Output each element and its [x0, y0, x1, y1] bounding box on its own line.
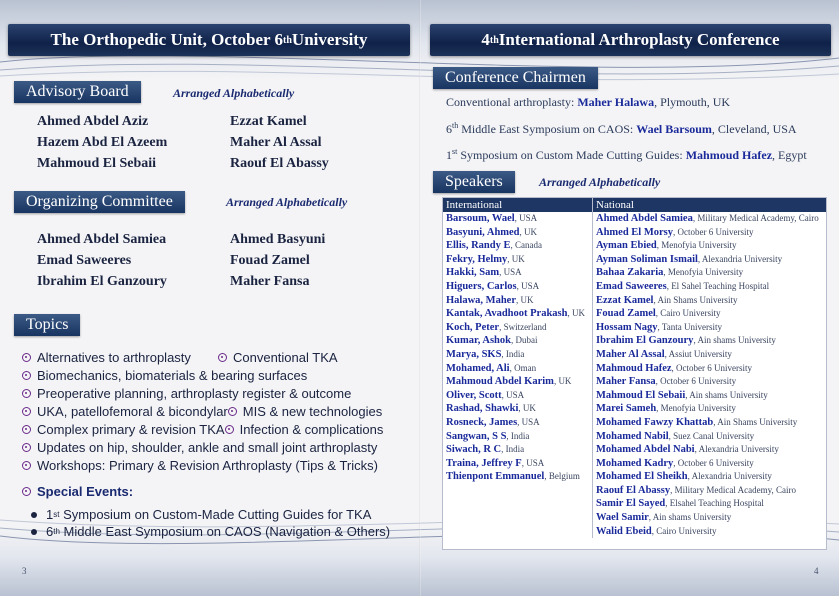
left-banner-sup: th	[283, 34, 292, 46]
speaker-row	[443, 321, 592, 335]
speaker-name: Raouf El Abassy	[596, 484, 671, 496]
speaker-affiliation: , Ain shams University	[693, 335, 776, 346]
topics-heading: Topics	[14, 314, 80, 336]
speaker-name: Walid Ebeid	[596, 525, 652, 537]
speaker-affiliation: , India	[506, 430, 530, 441]
topic-item: Conventional TKA	[233, 349, 338, 365]
topic-bullet-icon	[22, 389, 31, 398]
organizing-committee-heading: Organizing Committee	[14, 191, 185, 213]
speaker-affiliation: , October 6 University	[673, 226, 754, 237]
speaker-affiliation: , Ain shams University	[685, 389, 768, 400]
speaker-affiliation: , UK	[518, 403, 536, 414]
chairman-number: 6	[446, 122, 452, 136]
speaker-row	[443, 266, 592, 280]
left-page-banner	[8, 24, 410, 56]
speaker-name: Traina, Jeffrey F	[446, 457, 522, 469]
topic-bullet-icon	[228, 407, 237, 416]
speaker-name: Kantak, Avadhoot Prakash	[446, 308, 568, 320]
speaker-affiliation: , October 6 University	[655, 376, 737, 387]
topic-bullet-icon	[218, 353, 227, 362]
left-banner-text: The Orthopedic Unit, October 6	[50, 30, 284, 49]
speaker-name: Mahmoud Hafez	[596, 362, 672, 374]
speaker-affiliation: , Assiut University	[664, 348, 732, 359]
speaker-affiliation: , Switzerland	[499, 321, 547, 332]
speaker-name: Ayman Soliman Ismail	[596, 253, 698, 265]
topic-row	[22, 402, 414, 420]
speaker-name: Marya, SKS	[446, 348, 502, 360]
speaker-name: Mohamed El Sheikh	[596, 471, 688, 483]
bullet-dot-icon	[31, 529, 37, 535]
speaker-name: Halawa, Maher	[446, 294, 516, 306]
chairman-sup: st	[452, 147, 458, 156]
topic-row	[22, 384, 414, 402]
speaker-row	[593, 239, 826, 253]
speakers-table-header	[443, 198, 826, 212]
speaker-row	[443, 253, 592, 267]
speaker-row	[593, 416, 826, 430]
chairman-place: , Cleveland, USA	[711, 122, 797, 136]
speaker-row	[443, 348, 592, 362]
speaker-name: Marei Sameh	[596, 403, 657, 415]
speaker-affiliation: , USA	[521, 457, 545, 468]
topic-bullet-icon	[22, 487, 31, 496]
speaker-row	[593, 294, 826, 308]
special-event-item	[22, 523, 414, 540]
speaker-affiliation: , USA	[514, 213, 538, 223]
speakers-arranged-note: Arranged Alphabetically	[539, 175, 661, 189]
chairman-place: , Egypt	[772, 148, 807, 162]
speaker-row	[443, 430, 592, 444]
speaker-row	[443, 212, 592, 226]
speaker-name: Sangwan, S S	[446, 430, 507, 442]
speaker-row	[443, 294, 592, 308]
speaker-row	[443, 226, 592, 240]
speaker-affiliation: , Menofyia University	[663, 267, 744, 278]
special-event-text: Symposium on Custom-Made Cutting Guides for TKA	[63, 507, 372, 522]
speaker-name: Hakki, Sam	[446, 267, 500, 279]
speaker-name: Ayman Ebied	[596, 240, 657, 252]
organizer-name: Maher Fansa	[230, 274, 310, 289]
national-speakers-column	[592, 212, 826, 538]
international-speakers-column	[443, 212, 592, 538]
speaker-row	[593, 457, 826, 471]
topic-row	[22, 420, 414, 438]
speaker-affiliation: , Cairo University	[651, 525, 717, 536]
advisory-name: Maher Al Assal	[230, 135, 322, 150]
topic-bullet-icon	[22, 443, 31, 452]
advisory-name: Hazem Abd El Azeem	[37, 135, 168, 150]
speaker-affiliation: , UK	[519, 226, 538, 237]
topic-item: UKA, patellofemoral & bicondylar	[37, 403, 228, 419]
organizer-name: Ibrahim El Ganzoury	[37, 274, 167, 289]
speaker-name: Siwach, R C	[446, 444, 502, 456]
topic-item: Preoperative planning, arthroplasty register & outcome	[37, 385, 352, 401]
speaker-row	[593, 266, 826, 280]
speaker-affiliation: , India	[501, 348, 525, 359]
speaker-name: Mohamed Abdel Nabi	[596, 444, 695, 456]
speaker-name: Higuers, Carlos	[446, 280, 517, 292]
speaker-name: Maher Fansa	[596, 376, 656, 388]
chairman-line	[446, 121, 831, 147]
speaker-name: Ibrahim El Ganzoury	[596, 335, 694, 347]
speaker-affiliation: , UK	[553, 376, 572, 387]
speaker-row	[443, 280, 592, 294]
topic-bullet-icon	[22, 353, 31, 362]
speaker-affiliation: , UK	[507, 253, 525, 264]
speaker-affiliation: , Tanta University	[657, 321, 722, 332]
topic-bullet-icon	[22, 371, 31, 380]
speaker-affiliation: , India	[501, 444, 525, 455]
topic-row	[22, 456, 414, 474]
chairman-line	[446, 147, 831, 173]
speaker-row	[593, 511, 826, 525]
speaker-affiliation: , USA	[499, 267, 522, 278]
speaker-affiliation: , El Sahel Teaching Hospital	[666, 280, 770, 291]
page-fold	[419, 0, 421, 596]
speaker-name: Barsoum, Wael	[446, 213, 515, 224]
chairman-sup: th	[452, 121, 459, 130]
advisory-board-heading: Advisory Board	[14, 81, 141, 103]
topic-bullet-icon	[225, 425, 234, 434]
chairman-place: , Plymouth, UK	[654, 95, 731, 109]
advisory-name: Mahmoud El Sebaii	[37, 156, 157, 171]
speaker-name: Oliver, Scott	[446, 389, 502, 401]
speaker-row	[443, 416, 592, 430]
speaker-name: Ezzat Kamel	[596, 294, 654, 306]
speaker-affiliation: , Oman	[509, 362, 537, 373]
chairman-role: Symposium on Custom Made Cutting Guides:	[457, 148, 686, 162]
international-column-header: International	[446, 199, 503, 211]
topic-row	[22, 366, 414, 384]
special-event-sup: th	[53, 527, 60, 536]
chairman-role: Middle East Symposium on CAOS:	[458, 122, 637, 136]
speaker-row	[593, 497, 826, 511]
organizing-committee-names	[37, 232, 410, 290]
speaker-affiliation: , Elsahel Teaching Hospital	[665, 498, 764, 509]
speaker-row	[593, 226, 826, 240]
right-banner-sup: th	[489, 34, 499, 46]
speaker-affiliation: , Ain Shams University	[713, 416, 798, 427]
chairman-name: Maher Halawa	[577, 95, 655, 109]
special-events-heading	[22, 482, 414, 500]
speaker-row	[443, 457, 592, 471]
speaker-affiliation: , October 6 University	[671, 362, 753, 373]
organizing-arranged-note: Arranged Alphabetically	[226, 195, 348, 209]
organizer-name: Ahmed Basyuni	[230, 232, 326, 247]
speaker-name: Fouad Zamel	[596, 308, 656, 320]
organizer-name: Fouad Zamel	[230, 253, 310, 268]
speaker-name: Mohamed Kadry	[596, 457, 674, 469]
topic-row	[22, 348, 414, 366]
speaker-affiliation: , USA	[516, 280, 540, 291]
speaker-row	[593, 402, 826, 416]
national-column-header: National	[592, 198, 826, 212]
speaker-name: Fekry, Helmy	[446, 253, 508, 265]
conference-chairmen-heading: Conference Chairmen	[433, 67, 598, 89]
speaker-name: Ellis, Randy E	[446, 240, 511, 252]
speaker-row	[593, 443, 826, 457]
speaker-name: Mahmoud El Sebaii	[596, 389, 686, 401]
topic-item: Biomechanics, biomaterials & bearing surfaces	[37, 367, 308, 383]
speaker-row	[593, 280, 826, 294]
speaker-name: Emad Saweeres	[596, 280, 667, 292]
speaker-affiliation: , Belgium	[544, 471, 580, 482]
speaker-name: Rosneck, James	[446, 416, 518, 428]
chairman-role: Conventional arthroplasty:	[446, 95, 578, 109]
speaker-affiliation: , Ain shams University	[648, 512, 732, 523]
speaker-name: Maher Al Assal	[596, 348, 665, 360]
topic-item: MIS & new technologies	[242, 403, 383, 419]
right-page-banner	[430, 24, 831, 56]
speaker-name: Koch, Peter	[446, 321, 500, 333]
speaker-name: Rashad, Shawki	[446, 403, 519, 415]
speaker-row	[593, 212, 826, 226]
speaker-name: Samir El Sayed	[596, 498, 666, 510]
speaker-name: Mohamed Nabil	[596, 430, 669, 442]
speaker-row	[443, 389, 592, 403]
speaker-name: Mahmoud Abdel Karim	[446, 376, 554, 388]
speaker-name: Kumar, Ashok	[446, 335, 511, 347]
topic-bullet-icon	[22, 461, 31, 470]
speaker-affiliation: , Alexandria University	[694, 444, 779, 455]
chairmen-list	[446, 95, 831, 173]
topic-item: Alternatives to arthroplasty	[37, 349, 191, 365]
speaker-affiliation: , Canada	[510, 240, 542, 251]
advisory-board-names	[37, 114, 410, 172]
speaker-affiliation: , October 6 University	[673, 457, 754, 468]
speaker-row	[593, 348, 826, 362]
chairman-name: Wael Barsoum	[636, 122, 712, 136]
chairman-line	[446, 95, 831, 121]
speaker-row	[593, 389, 826, 403]
speaker-affiliation: , UK	[516, 294, 534, 305]
speaker-row	[593, 334, 826, 348]
speaker-row	[593, 470, 826, 484]
advisory-name: Ahmed Abdel Aziz	[37, 114, 149, 129]
speaker-affiliation: , Suez Canal University	[668, 430, 755, 441]
speaker-name: Mohamed Fawzy Khattab	[596, 416, 714, 428]
topic-item: Updates on hip, shoulder, ankle and small joint arthroplasty	[37, 439, 378, 455]
speaker-affiliation: , Alexandria University	[697, 253, 783, 264]
speaker-affiliation: , Ain Shams University	[653, 294, 738, 305]
speaker-row	[593, 430, 826, 444]
speaker-affiliation: , Military Medical Academy, Cairo	[692, 213, 819, 223]
organizer-name: Emad Saweeres	[37, 253, 132, 268]
advisory-name: Raouf El Abassy	[230, 156, 329, 171]
topic-bullet-icon	[22, 407, 31, 416]
topic-item: Infection & complications	[239, 421, 384, 437]
speaker-name: Hossam Nagy	[596, 321, 658, 333]
right-banner-text: International Arthroplasty Conference	[498, 30, 780, 49]
advisory-name: Ezzat Kamel	[230, 114, 307, 129]
speaker-name: Mohamed, Ali	[446, 362, 510, 374]
speaker-name: Ahmed El Morsy	[596, 226, 673, 238]
speaker-affiliation: , Military Medical Academy, Cairo	[670, 484, 796, 495]
organizer-name: Ahmed Abdel Samiea	[37, 232, 167, 247]
chairman-name: Mahmoud Hafez	[685, 148, 773, 162]
speaker-row	[443, 362, 592, 376]
right-banner-number: 4	[481, 30, 490, 49]
speaker-name: Wael Samir	[596, 512, 649, 524]
speaker-row	[593, 253, 826, 267]
speaker-affiliation: , Cairo University	[655, 308, 721, 319]
speaker-row	[443, 334, 592, 348]
speaker-affiliation: , USA	[517, 416, 540, 427]
bullet-dot-icon	[31, 512, 37, 518]
speaker-row	[443, 443, 592, 457]
topics-list	[22, 348, 414, 540]
special-events-label: Special Events:	[37, 483, 134, 499]
speaker-name: Basyuni, Ahmed	[446, 226, 520, 238]
left-banner-suffix: University	[291, 30, 368, 49]
speaker-name: Thienpont Emmanuel	[446, 471, 545, 483]
speaker-row	[443, 307, 592, 321]
speaker-row	[593, 484, 826, 498]
page-number-right: 4	[814, 566, 819, 576]
speaker-affiliation: , Menofyia University	[656, 240, 737, 251]
advisory-arranged-note: Arranged Alphabetically	[173, 86, 295, 100]
special-event-number: 6	[46, 524, 54, 539]
speaker-row	[593, 307, 826, 321]
special-event-item	[22, 506, 414, 523]
speaker-affiliation: , Menofyia University	[656, 403, 736, 414]
speaker-name: Ahmed Abdel Samiea	[596, 213, 693, 224]
speaker-row	[443, 470, 592, 484]
page-number-left: 3	[22, 566, 27, 576]
speaker-affiliation: , Alexandria University	[687, 471, 772, 482]
special-event-text: Middle East Symposium on CAOS (Navigation & Others)	[63, 524, 391, 539]
speakers-table	[442, 197, 827, 550]
speaker-name: Bahaa Zakaria	[596, 267, 664, 279]
speaker-row	[443, 239, 592, 253]
topic-item: Complex primary & revision TKA	[37, 421, 225, 437]
speaker-row	[593, 525, 826, 539]
speaker-row	[443, 375, 592, 389]
chairman-number: 1	[446, 148, 452, 162]
speaker-affiliation: , USA	[501, 389, 525, 400]
speaker-affiliation: , UK	[567, 308, 585, 319]
speaker-row	[593, 375, 826, 389]
speaker-row	[593, 321, 826, 335]
speakers-heading: Speakers	[433, 171, 515, 193]
speaker-affiliation: , Dubai	[510, 335, 538, 346]
topic-bullet-icon	[22, 425, 31, 434]
special-event-sup: st	[53, 510, 60, 519]
topic-item: Workshops: Primary & Revision Arthroplasty (Tips & Tricks)	[37, 457, 378, 473]
speaker-row	[593, 362, 826, 376]
topic-row	[22, 438, 414, 456]
speaker-row	[443, 402, 592, 416]
special-event-number: 1	[46, 507, 54, 522]
